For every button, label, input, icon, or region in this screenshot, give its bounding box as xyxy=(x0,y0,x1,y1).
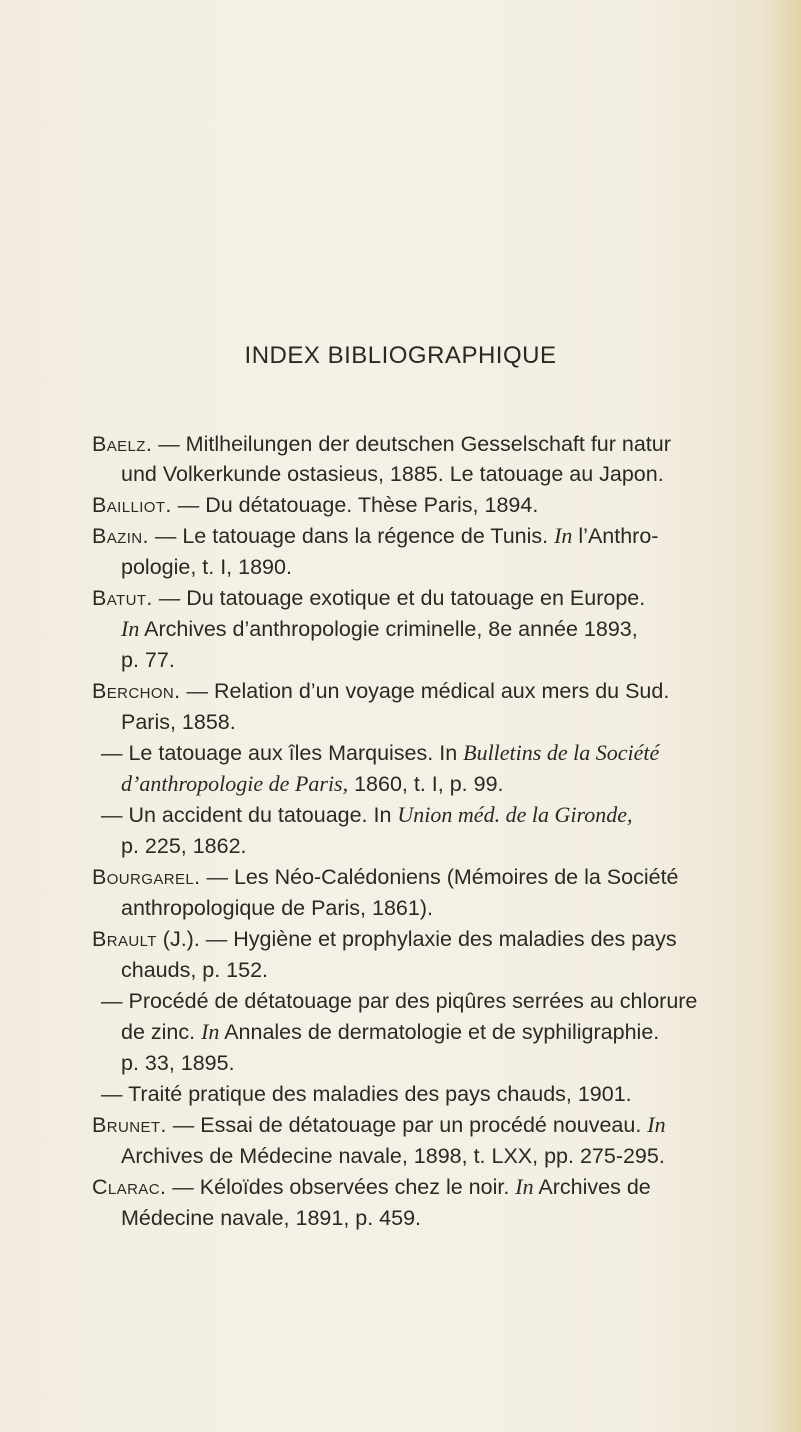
author-clarac: Clarac. xyxy=(92,1175,167,1199)
author-bourgarel: Bourgarel. xyxy=(92,865,201,889)
entry-batut-line-3: p. 77. xyxy=(121,648,175,672)
author-batut: Batut. xyxy=(92,586,153,610)
entry-berchon-line-1: Berchon. — Relation d’un voyage médical aux mers du Sud. xyxy=(92,679,670,703)
entry-batut-line-1: Batut. — Du tatouage exotique et du tatouage en Europe. xyxy=(92,586,646,610)
entry-berchon2-line-1: — Le tatouage aux îles Marquises. In Bulletins de la Société xyxy=(101,740,660,765)
entry-batut-line-2: In Archives d’anthropologie criminelle, 8e année 1893, xyxy=(121,616,638,641)
entry-berchon2-line-2: d’anthropologie de Paris, 1860, t. I, p. 99. xyxy=(121,771,504,796)
entry-brault2-line-2: de zinc. In Annales de dermatologie et de syphiligraphie. xyxy=(121,1019,660,1044)
entry-brault-line-1: Brault (J.). — Hygiène et prophylaxie des maladies des pays xyxy=(92,927,677,951)
entry-bazin-line-2: pologie, t. I, 1890. xyxy=(121,555,292,579)
author-berchon: Berchon. xyxy=(92,679,181,703)
entry-bazin-line-1: Bazin. — Le tatouage dans la régence de Tunis. In l’Anthro- xyxy=(92,523,659,548)
page-title: INDEX BIBLIOGRAPHIQUE xyxy=(244,342,557,369)
entry-clarac-line-2: Médecine navale, 1891, p. 459. xyxy=(121,1206,422,1230)
entry-baelz-line-1: Baelz. — Mitlheilungen der deutschen Gesselschaft fur natur xyxy=(92,432,671,456)
entry-bailliot-line-1: Bailliot. — Du détatouage. Thèse Paris, 1894. xyxy=(92,493,539,517)
author-bailliot: Bailliot. xyxy=(92,493,172,517)
entry-brunet-line-2: Archives de Médecine navale, 1898, t. LXX, pp. 275-295. xyxy=(121,1144,665,1168)
author-brault: Brault xyxy=(92,927,157,951)
entry-berchon-line-2: Paris, 1858. xyxy=(121,710,236,734)
entry-berchon3-line-2: p. 225, 1862. xyxy=(121,834,247,858)
author-brunet: Brunet. xyxy=(92,1113,167,1137)
entry-brault-line-2: chauds, p. 152. xyxy=(121,958,269,982)
entry-brault2-line-3: p. 33, 1895. xyxy=(121,1051,235,1075)
entry-clarac-line-1: Clarac. — Kéloïdes observées chez le noir. In Archives de xyxy=(92,1174,651,1199)
entry-brault3-line-1: — Traité pratique des maladies des pays chauds, 1901. xyxy=(101,1082,632,1106)
author-baelz: Baelz. xyxy=(92,432,153,456)
entry-bourgarel-line-2: anthropologique de Paris, 1861). xyxy=(121,896,433,920)
entry-bourgarel-line-1: Bourgarel. — Les Néo-Calédoniens (Mémoires de la Société xyxy=(92,865,679,889)
entry-brault2-line-1: — Procédé de détatouage par des piqûres serrées au chlorure xyxy=(101,989,698,1013)
entry-brunet-line-1: Brunet. — Essai de détatouage par un procédé nouveau. In xyxy=(92,1112,666,1137)
entry-baelz-line-2: und Volkerkunde ostasieus, 1885. Le tatouage au Japon. xyxy=(121,462,664,486)
author-bazin: Bazin. xyxy=(92,524,149,548)
entry-berchon3-line-1: — Un accident du tatouage. In Union méd. de la Gironde, xyxy=(101,802,633,827)
page-edge-stain xyxy=(761,0,801,1432)
